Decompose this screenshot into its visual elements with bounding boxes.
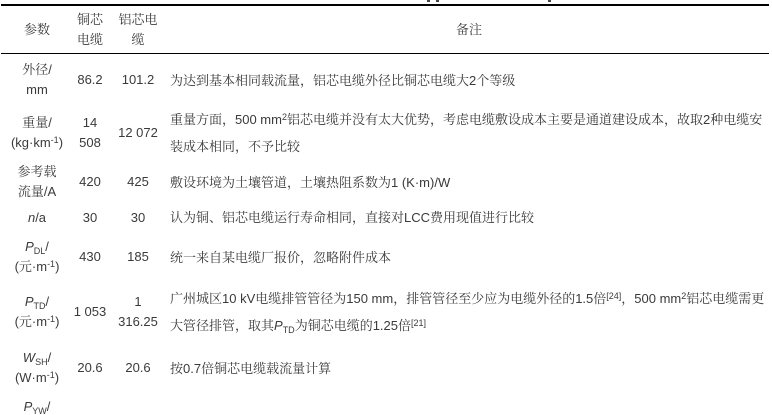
header-copper-cable: 铜芯 电缆 bbox=[76, 11, 103, 47]
cell-copper-value: 14 508 bbox=[79, 115, 101, 150]
header-aluminum-cable: 铝芯电 缆 bbox=[118, 11, 158, 47]
table-row bbox=[0, 231, 772, 283]
cell-aluminum-value: 12 072 bbox=[118, 125, 158, 140]
table-row bbox=[0, 204, 772, 231]
cropped-text-artifact bbox=[427, 0, 430, 2]
cell-remark: 按0.7倍铜芯电缆载流量计算 bbox=[170, 360, 332, 376]
cell-param: $W_{SH}/$ $(W\cdot m^{-1})$ bbox=[14, 350, 60, 385]
cell-copper-value: 420 bbox=[79, 174, 101, 189]
table-row bbox=[0, 283, 772, 341]
cell-param: 外径/ mm bbox=[22, 62, 52, 97]
cell-remark: 认为铜、铝芯电缆运行寿命相同，直接对LCC费用现值进行比较 bbox=[170, 210, 535, 225]
cell-copper-value: 1 053 bbox=[73, 304, 107, 319]
cell-param: $P_{TD}/$ (元$\cdot m^{-1}$) bbox=[14, 294, 60, 329]
table-body bbox=[0, 54, 772, 415]
table-row bbox=[0, 341, 772, 395]
cell-copper-value: 86.2 bbox=[77, 72, 103, 87]
cell-copper-value: 30 bbox=[82, 209, 98, 225]
cell-aluminum-value: 30 bbox=[130, 209, 146, 225]
cell-copper-value: 430 bbox=[79, 249, 101, 264]
cell-aluminum-value: 185 bbox=[127, 249, 149, 264]
table-row bbox=[0, 54, 772, 106]
cropped-text-artifact bbox=[548, 0, 551, 2]
cell-remark: 广州城区10 kV电缆排管管径为150 mm，排管管径至少应为电缆外径的1.5倍[24]，500 $mm^2$铝芯电缆需更大管径排管，取其$P_{TD}$为铜芯电缆的1.25倍[21] bbox=[170, 291, 765, 335]
cropped-text-artifact bbox=[436, 0, 439, 2]
cell-remark: 重量方面，500 $mm^2$铝芯电缆并没有太大优势，考虑电缆敷设成本主要是通道建设成本，故取2种电缆安装成本相同，不予比较 bbox=[170, 112, 763, 154]
cell-copper-value: 20.6 bbox=[77, 360, 103, 375]
cell-remark: 为达到基本相同载流量，铝芯电缆外径比铜芯电缆大2个等级 bbox=[170, 72, 516, 88]
cell-aluminum-value: 425 bbox=[127, 174, 149, 189]
table-row bbox=[0, 395, 772, 415]
cell-param: 重量/ $(kg\cdot km^{-1})$ bbox=[10, 115, 64, 150]
cell-param: n/a bbox=[27, 209, 47, 225]
cell-param: $P_{YW}/$ bbox=[23, 398, 51, 415]
cell-param: $P_{DL}/$ (元$\cdot m^{-1}$) bbox=[14, 239, 60, 274]
table-row bbox=[0, 106, 772, 160]
cell-aluminum-value: 1 316.25 bbox=[118, 294, 158, 329]
cell-aluminum-value: 20.6 bbox=[125, 360, 151, 375]
cell-remark: 统一来自某电缆厂报价，忽略附件成本 bbox=[170, 249, 392, 265]
cell-aluminum-value: 101.2 bbox=[121, 72, 155, 87]
table-row bbox=[0, 160, 772, 204]
table-header-row bbox=[0, 6, 772, 53]
header-remark: 备注 bbox=[455, 21, 482, 37]
cell-remark: 敷设环境为土壤管道，土壤热阻系数为1 (K·m)/W bbox=[170, 174, 451, 190]
cell-param: 参考载 流量/A bbox=[17, 164, 57, 199]
header-param: 参数 bbox=[23, 21, 50, 37]
